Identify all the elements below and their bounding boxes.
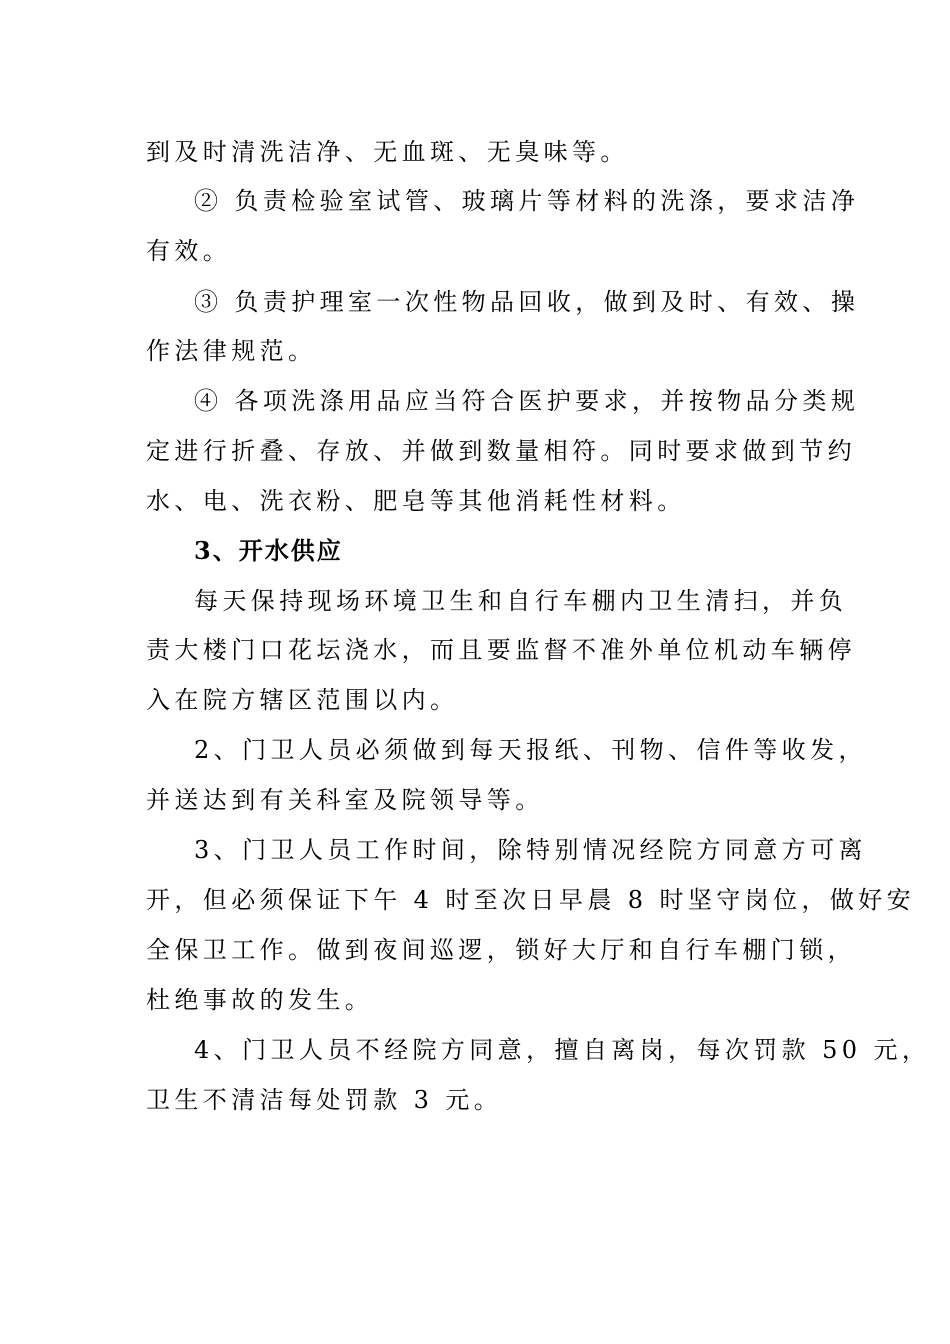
text-line: 杜绝事故的发生。 xyxy=(146,986,374,1014)
text-line: 卫生不清洁每处罚款 3 元。 xyxy=(146,1086,503,1114)
text-line: 有效。 xyxy=(146,237,232,265)
text-line: 作法律规范。 xyxy=(146,337,317,365)
text-line: 定进行折叠、存放、并做到数量相符。同时要求做到节约 xyxy=(146,437,856,465)
text-line: ② 负责检验室试管、玻璃片等材料的洗涤，要求洁净 xyxy=(194,187,860,215)
text-line: 开，但必须保证下午 4 时至次日早晨 8 时坚守岗位，做好安 xyxy=(146,886,916,914)
text-line: 4、门卫人员不经院方同意，擅自离岗，每次罚款 50 元， xyxy=(194,1036,931,1064)
text-line: ④ 各项洗涤用品应当符合医护要求，并按物品分类规 xyxy=(194,387,860,415)
text-line: ③ 负责护理室一次性物品回收，做到及时、有效、操 xyxy=(194,288,860,316)
text-line: 全保卫工作。做到夜间巡逻，锁好大厅和自行车棚门锁， xyxy=(146,936,856,964)
text-line: 2、门卫人员必须做到每天报纸、刊物、信件等收发， xyxy=(194,736,867,764)
text-line: 每天保持现场环境卫生和自行车棚内卫生清扫，并负 xyxy=(194,587,848,615)
section-heading: 3、开水供应 xyxy=(194,536,343,565)
text-line: 到及时清洗洁净、无血斑、无臭味等。 xyxy=(146,138,629,166)
text-line: 入在院方辖区范围以内。 xyxy=(146,686,459,714)
text-line: 责大楼门口花坛浇水，而且要监督不准外单位机动车辆停 xyxy=(146,636,856,664)
text-line: 3、门卫人员工作时间，除特别情况经院方同意方可离 xyxy=(194,836,867,864)
text-line: 并送达到有关科室及院领导等。 xyxy=(146,786,544,814)
text-line: 水、电、洗衣粉、肥皂等其他消耗性材料。 xyxy=(146,487,686,515)
